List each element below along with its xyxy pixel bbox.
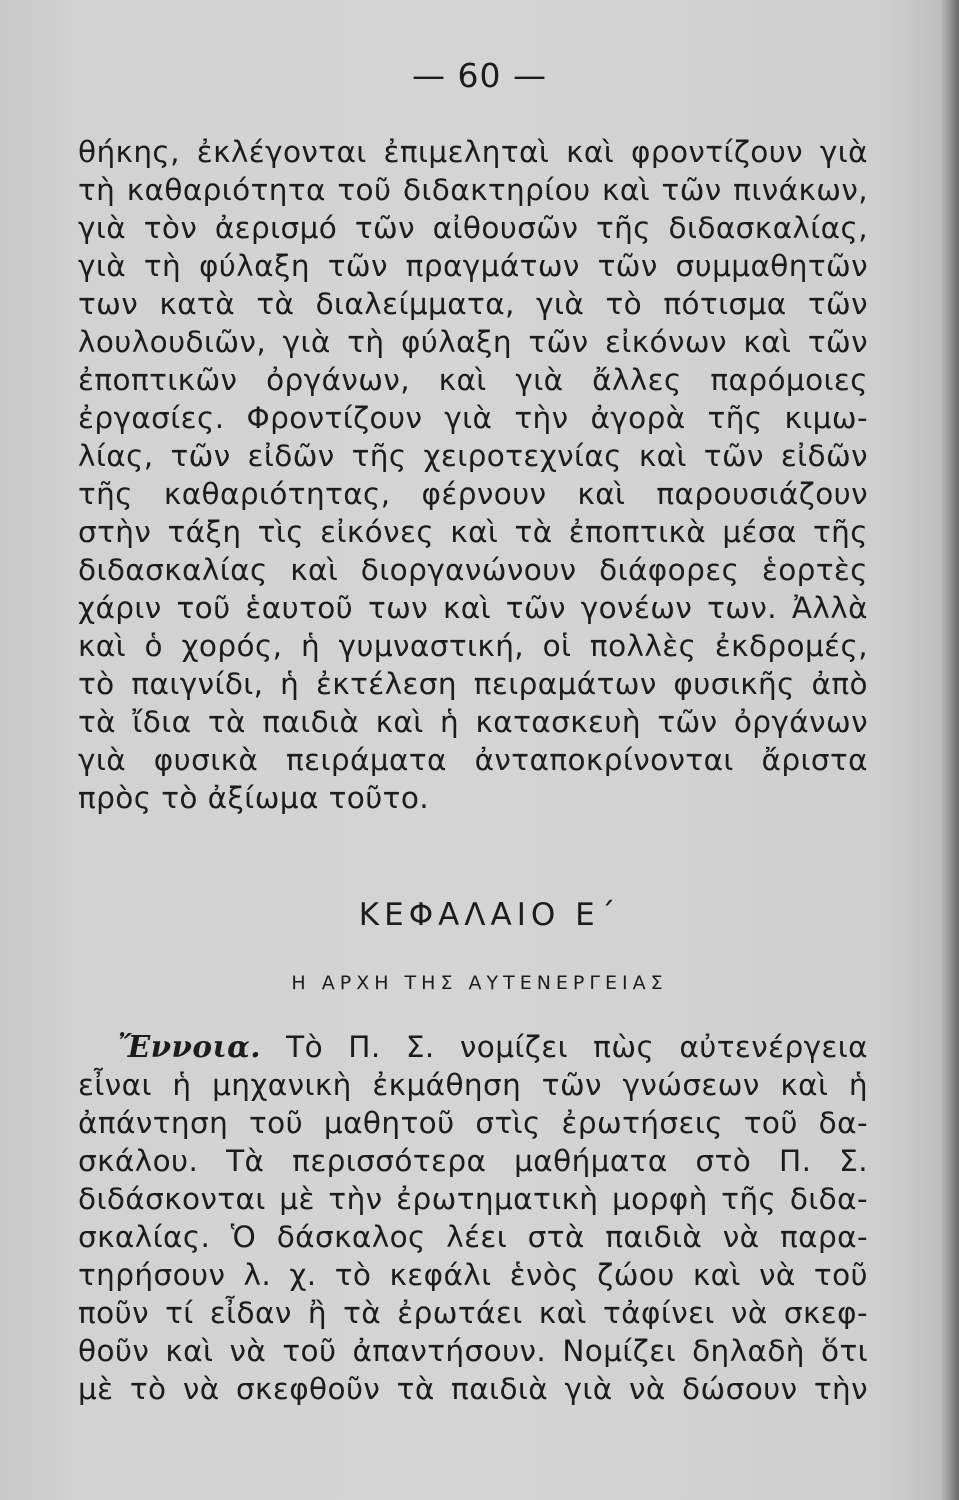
- text-line: τὰ ἴδια τὰ παιδιὰ καὶ ἡ κατασκευὴ τῶν ὀργάνων: [78, 705, 868, 739]
- text-line: καὶ ὁ χορός, ἡ γυμναστική, οἱ πολλὲς ἐκδρομές,: [78, 629, 868, 663]
- text-line: εἶναι ἡ μηχανικὴ ἐκμάθηση τῶν γνώσεων καὶ ἡ: [78, 1068, 868, 1102]
- text-line: λουλουδιῶν, γιὰ τὴ φύλαξη τῶν εἰκόνων καὶ τῶν: [78, 325, 868, 359]
- text-line: ἐργασίες. Φροντίζουν γιὰ τὴν ἀγορὰ τῆς κιμω-: [78, 401, 868, 435]
- text-line: μὲ τὸ νὰ σκεφθοῦν τὰ παιδιὰ γιὰ νὰ δώσουν τὴν: [78, 1372, 868, 1406]
- chapter-subtitle: Η ΑΡΧΗ ΤΗΣ ΑΥΤΕΝΕΡΓΕΙΑΣ: [291, 972, 668, 994]
- text-line: χάριν τοῦ ἑαυτοῦ των καὶ τῶν γονέων των. Ἀλλὰ: [78, 591, 868, 625]
- text-line: ποῦν τί εἶδαν ἢ τὰ ἐρωτάει καὶ τἀφίνει νὰ σκεφ-: [78, 1296, 868, 1330]
- text-line: σκάλου. Τὰ περισσότερα μαθήματα στὸ Π. Σ.: [78, 1144, 868, 1178]
- text-line: σκαλίας. Ὁ δάσκαλος λέει στὰ παιδιὰ νὰ παρα-: [78, 1220, 868, 1254]
- text-line: γιὰ τὴ φύλαξη τῶν πραγμάτων τῶν συμμαθητῶν: [78, 249, 868, 283]
- text-line: στὴν τάξη τὶς εἰκόνες καὶ τὰ ἐποπτικὰ μέσα τῆς: [78, 515, 868, 549]
- text-line: θοῦν καὶ νὰ τοῦ ἀπαντήσουν. Νομίζει δηλαδὴ ὅτι: [78, 1334, 868, 1368]
- text-line: τῆς καθαριότητας, φέρνουν καὶ παρουσιάζουν: [78, 477, 868, 511]
- text-line: θήκης, ἐκλέγονται ἐπιμεληταὶ καὶ φροντίζουν γιὰ: [78, 135, 868, 169]
- paragraph-lead-word: Ἔννοια.: [118, 1029, 261, 1064]
- text-line: τὸ παιγνίδι, ἡ ἐκτέλεση πειραμάτων φυσικῆς ἀπὸ: [78, 667, 868, 701]
- page-number: — 60 —: [412, 56, 547, 95]
- text-line: ἐποπτικῶν ὀργάνων, καὶ γιὰ ἄλλες παρόμοιες: [78, 363, 868, 397]
- paragraph-2: [78, 1028, 868, 1408]
- paragraph-1: [78, 133, 868, 817]
- text-line: γιὰ τὸν ἀερισμό τῶν αἰθουσῶν τῆς διδασκαλίας,: [78, 211, 868, 245]
- text-line-rest: Τὸ Π. Σ. νομίζει πὼς αὐτενέργεια: [260, 1030, 868, 1064]
- text-line: τηρήσουν λ. χ. τὸ κεφάλι ἑνὸς ζώου καὶ νὰ τοῦ: [78, 1258, 868, 1292]
- text-line: τὴ καθαριότητα τοῦ διδακτηρίου καὶ τῶν πινάκων,: [78, 173, 868, 207]
- text-line: πρὸς τὸ ἀξίωμα τοῦτο.: [78, 781, 430, 815]
- text-line: γιὰ φυσικὰ πειράματα ἀνταποκρίνονται ἄριστα: [78, 743, 868, 777]
- text-line: [78, 1028, 868, 1066]
- page-edge-shadow: [941, 0, 959, 1500]
- text-line: ἀπάντηση τοῦ μαθητοῦ στὶς ἐρωτήσεις τοῦ δα-: [78, 1106, 868, 1140]
- chapter-heading: ΚΕΦΑΛΑΙΟ Ε΄: [358, 897, 621, 933]
- text-line: των κατὰ τὰ διαλείμματα, γιὰ τὸ πότισμα τῶν: [78, 287, 868, 321]
- text-line: λίας, τῶν εἰδῶν τῆς χειροτεχνίας καὶ τῶν εἰδῶν: [78, 439, 868, 473]
- text-line: διδάσκονται μὲ τὴν ἐρωτηματικὴ μορφὴ τῆς διδα-: [78, 1182, 868, 1216]
- text-line: διδασκαλίας καὶ διοργανώνουν διάφορες ἑορτὲς: [78, 553, 868, 587]
